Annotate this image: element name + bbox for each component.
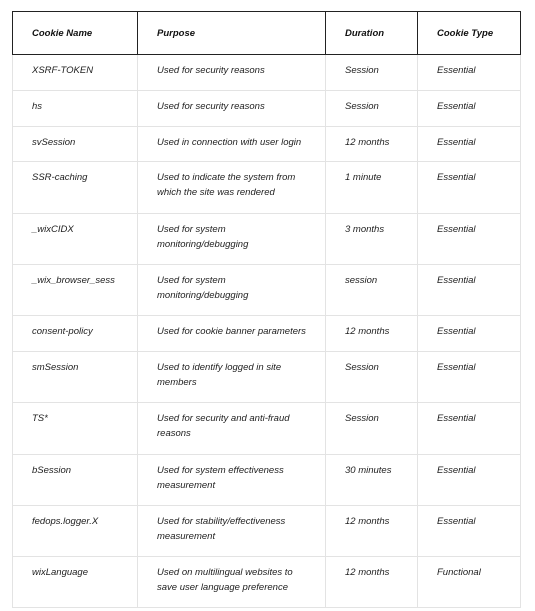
cell-purpose: Used for system monitoring/debugging — [138, 265, 326, 316]
header-cookie-type: Cookie Type — [418, 12, 521, 55]
table-row — [13, 91, 521, 127]
cell-cookie-type: Essential — [418, 316, 521, 352]
cell-purpose: Used in connection with user login — [138, 127, 326, 162]
cell-cookie-name: hs — [13, 91, 138, 127]
cell-duration: 12 months — [326, 316, 418, 352]
cell-cookie-type: Essential — [418, 506, 521, 557]
cell-duration: session — [326, 265, 418, 316]
cell-cookie-type: Essential — [418, 352, 521, 403]
cell-cookie-type: Essential — [418, 265, 521, 316]
cell-duration: Session — [326, 55, 418, 91]
cell-cookie-type: Essential — [418, 91, 521, 127]
table-row — [13, 316, 521, 352]
table-row — [13, 265, 521, 316]
cell-cookie-name: fedops.logger.X — [13, 506, 138, 557]
cell-cookie-name: smSession — [13, 352, 138, 403]
header-purpose: Purpose — [138, 12, 326, 55]
cell-purpose: Used to indicate the system from which the site was rendered — [138, 162, 326, 214]
cell-cookie-type: Essential — [418, 55, 521, 91]
cell-cookie-type: Essential — [418, 455, 521, 506]
cell-duration: 1 minute — [326, 162, 418, 214]
table-row — [13, 455, 521, 506]
header-cookie-name: Cookie Name — [13, 12, 138, 55]
cell-cookie-type: Essential — [418, 214, 521, 265]
cell-cookie-type: Essential — [418, 162, 521, 214]
cell-purpose: Used to identify logged in site members — [138, 352, 326, 403]
cell-purpose: Used on multilingual websites to save user language preference — [138, 557, 326, 608]
header-duration: Duration — [326, 12, 418, 55]
cell-duration: 12 months — [326, 506, 418, 557]
table-row — [13, 352, 521, 403]
cell-cookie-name: XSRF-TOKEN — [13, 55, 138, 91]
cell-duration: Session — [326, 403, 418, 455]
cell-cookie-name: _wix_browser_sess — [13, 265, 138, 316]
cell-purpose: Used for stability/effectiveness measurement — [138, 506, 326, 557]
table-body — [13, 55, 521, 608]
cell-cookie-name: TS* — [13, 403, 138, 455]
cell-cookie-type: Functional — [418, 557, 521, 608]
cell-duration: 12 months — [326, 557, 418, 608]
cell-purpose: Used for cookie banner parameters — [138, 316, 326, 352]
table-row — [13, 506, 521, 557]
cell-duration: Session — [326, 91, 418, 127]
cell-duration: 12 months — [326, 127, 418, 162]
cell-purpose: Used for system monitoring/debugging — [138, 214, 326, 265]
cell-purpose: Used for security reasons — [138, 55, 326, 91]
cell-cookie-name: consent-policy — [13, 316, 138, 352]
table-row — [13, 162, 521, 214]
cell-cookie-name: SSR-caching — [13, 162, 138, 214]
header-row — [13, 12, 521, 55]
cell-duration: 3 months — [326, 214, 418, 265]
cell-cookie-name: svSession — [13, 127, 138, 162]
table-header — [13, 12, 521, 55]
cell-cookie-name: wixLanguage — [13, 557, 138, 608]
cell-purpose: Used for security reasons — [138, 91, 326, 127]
cell-cookie-name: _wixCIDX — [13, 214, 138, 265]
cell-cookie-name: bSession — [13, 455, 138, 506]
table-row — [13, 214, 521, 265]
table-row — [13, 403, 521, 455]
cell-cookie-type: Essential — [418, 403, 521, 455]
table-row — [13, 557, 521, 608]
cell-duration: 30 minutes — [326, 455, 418, 506]
cookie-table — [12, 11, 521, 608]
table-row — [13, 127, 521, 162]
cell-purpose: Used for security and anti-fraud reasons — [138, 403, 326, 455]
cell-cookie-type: Essential — [418, 127, 521, 162]
cell-duration: Session — [326, 352, 418, 403]
cell-purpose: Used for system effectiveness measurement — [138, 455, 326, 506]
table-row — [13, 55, 521, 91]
